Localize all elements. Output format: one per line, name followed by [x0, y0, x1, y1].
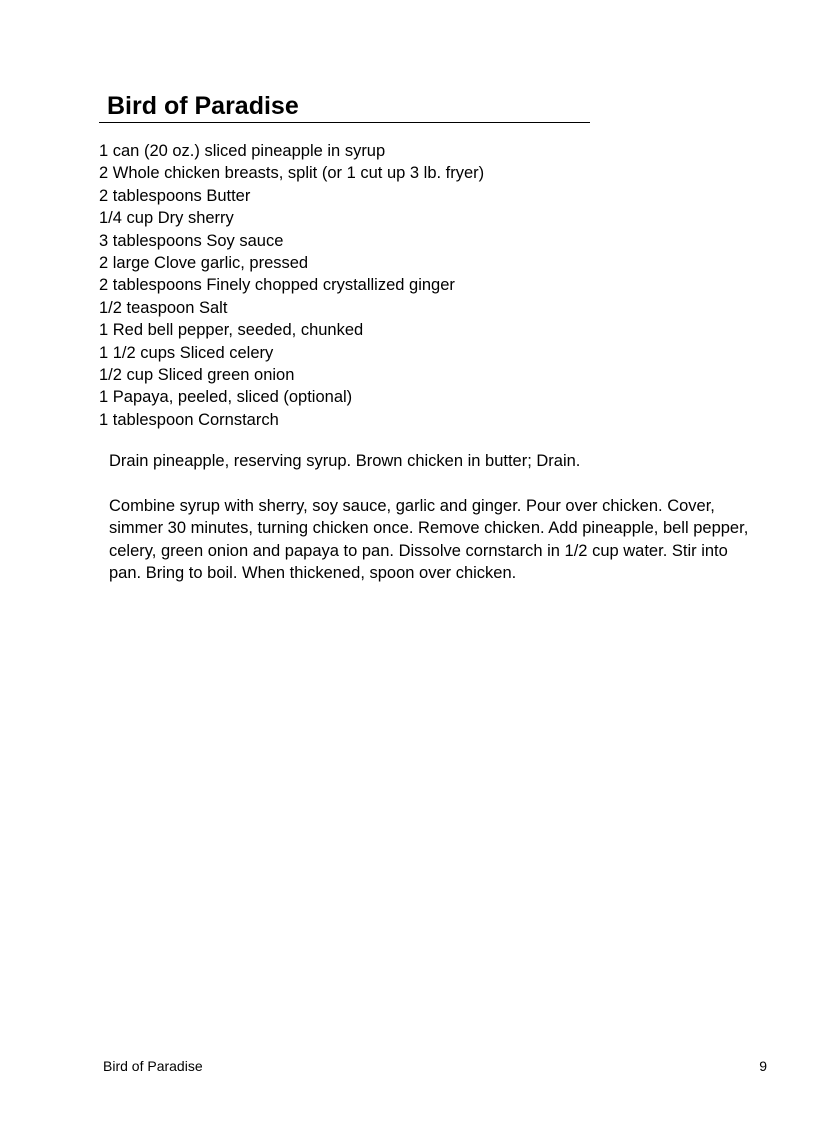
recipe-title: Bird of Paradise: [107, 92, 299, 120]
ingredient-item: 1 Red bell pepper, seeded, chunked: [99, 321, 364, 340]
page-number: 9: [759, 1058, 767, 1074]
ingredient-item: 1/2 cup Sliced green onion: [99, 366, 295, 385]
recipe-directions: [109, 450, 759, 607]
ingredient-item: 1/2 teaspoon Salt: [99, 298, 228, 317]
ingredient-item: 2 tablespoons Butter: [99, 186, 251, 205]
footer-title: Bird of Paradise: [103, 1058, 203, 1074]
ingredient-item: 1/4 cup Dry sherry: [99, 209, 234, 228]
ingredient-item: 1 tablespoon Cornstarch: [99, 410, 279, 429]
ingredient-item: 2 Whole chicken breasts, split (or 1 cut up 3 lb. fryer): [99, 164, 485, 183]
ingredient-item: 3 tablespoons Soy sauce: [99, 231, 284, 250]
ingredient-list: [99, 140, 484, 431]
ingredient-item: 1 1/2 cups Sliced celery: [99, 343, 274, 362]
ingredient-item: 1 Papaya, peeled, sliced (optional): [99, 388, 353, 407]
direction-paragraph: Drain pineapple, reserving syrup. Brown chicken in butter; Drain.: [109, 452, 581, 470]
direction-paragraph: Combine syrup with sherry, soy sauce, garlic and ginger. Pour over chicken. Cover, simmer 30 minutes, turning chicken once. Remove chicken. Add pineapple, bell pepper, celery, green onion and papaya to pan. Dissolve cornstarch in 1/2 cup water. Stir into pan. Bring to boil. When thickened, spoon over chicken.: [109, 496, 749, 583]
ingredient-item: 2 tablespoons Finely chopped crystallized ginger: [99, 276, 455, 295]
title-underline: [99, 122, 590, 123]
ingredient-item: 2 large Clove garlic, pressed: [99, 254, 309, 273]
ingredient-item: 1 can (20 oz.) sliced pineapple in syrup: [99, 142, 386, 160]
